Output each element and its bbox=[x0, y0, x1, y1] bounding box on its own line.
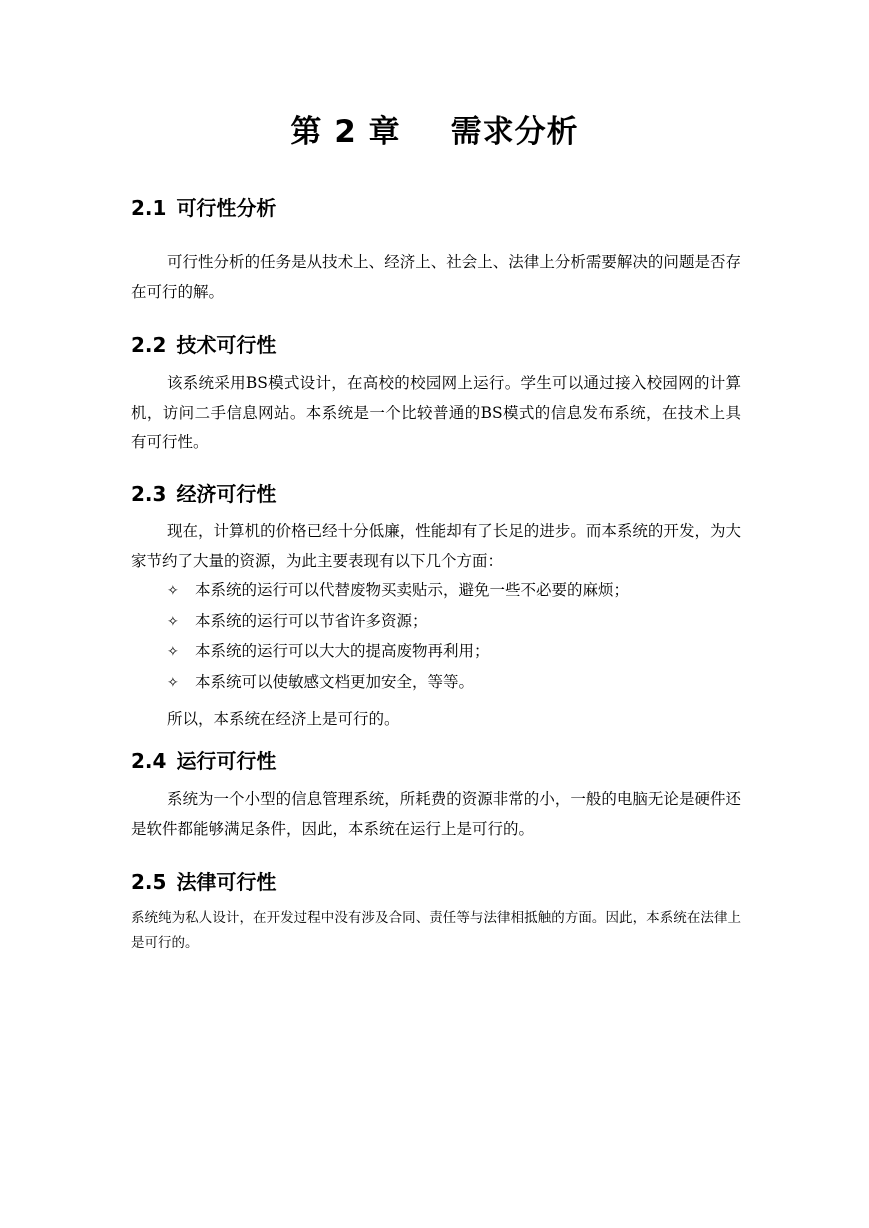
section-paragraph: 该系统采用BS模式设计，在高校的校园网上运行。学生可以通过接入校园网的计算机，访问二手信息网站。本系统是一个比较普通的BS模式的信息发布系统，在技术上具有可行性。 bbox=[131, 374, 741, 451]
section-heading bbox=[131, 329, 741, 361]
section-title: 经济可行性 bbox=[176, 482, 277, 506]
list-item bbox=[131, 576, 741, 607]
chapter-number: 第 2 章 bbox=[290, 114, 401, 150]
list-item bbox=[131, 607, 741, 638]
section-title: 运行可行性 bbox=[176, 749, 277, 773]
section-heading bbox=[131, 192, 741, 224]
section-number: 2.4 bbox=[131, 749, 167, 773]
bullet-list bbox=[131, 576, 741, 698]
list-item bbox=[131, 668, 741, 699]
list-item bbox=[131, 637, 741, 668]
section-legal-feasibility bbox=[131, 866, 741, 956]
section-heading bbox=[131, 745, 741, 777]
section-number: 2.3 bbox=[131, 482, 167, 506]
diamond-bullet-icon: ✧ bbox=[167, 674, 179, 691]
section-title: 技术可行性 bbox=[176, 333, 277, 357]
section-title: 法律可行性 bbox=[176, 870, 277, 894]
chapter-title bbox=[0, 108, 869, 156]
section-paragraph: 现在，计算机的价格已经十分低廉，性能却有了长足的进步。而本系统的开发，为大家节约了大量的资源，为此主要表现有以下几个方面： bbox=[131, 522, 741, 570]
chapter-name: 需求分析 bbox=[450, 114, 579, 150]
section-technical-feasibility bbox=[131, 329, 741, 458]
section-economic-feasibility bbox=[131, 478, 741, 735]
section-heading bbox=[131, 478, 741, 510]
section-number: 2.2 bbox=[131, 333, 167, 357]
list-item-text: 本系统的运行可以节省许多资源； bbox=[195, 611, 428, 630]
section-heading bbox=[131, 866, 741, 898]
section-number: 2.1 bbox=[131, 196, 167, 220]
diamond-bullet-icon: ✧ bbox=[167, 613, 179, 630]
list-item-text: 本系统的运行可以大大的提高废物再利用； bbox=[195, 642, 490, 660]
section-paragraph: 可行性分析的任务是从技术上、经济上、社会上、法律上分析需要解决的问题是否存在可行的解。 bbox=[131, 253, 741, 301]
list-item-text: 本系统的运行可以代替废物买卖贴示，避免一些不必要的麻烦； bbox=[195, 581, 630, 599]
list-item-text: 本系统可以使敏感文档更加安全，等等。 bbox=[195, 672, 475, 691]
section-paragraph: 系统纯为私人设计，在开发过程中没有涉及合同、责任等与法律相抵触的方面。因此，本系统在法律上是可行的。 bbox=[131, 910, 741, 951]
diamond-bullet-icon: ✧ bbox=[167, 644, 179, 660]
section-feasibility-analysis bbox=[131, 192, 741, 307]
section-operational-feasibility bbox=[131, 745, 741, 844]
section-number: 2.5 bbox=[131, 870, 167, 894]
section-conclusion: 所以，本系统在经济上是可行的。 bbox=[167, 710, 400, 728]
section-paragraph: 系统为一个小型的信息管理系统，所耗费的资源非常的小，一般的电脑无论是硬件还是软件都能够满足条件，因此，本系统在运行上是可行的。 bbox=[131, 790, 741, 838]
diamond-bullet-icon: ✧ bbox=[167, 583, 179, 599]
section-title: 可行性分析 bbox=[176, 196, 277, 220]
